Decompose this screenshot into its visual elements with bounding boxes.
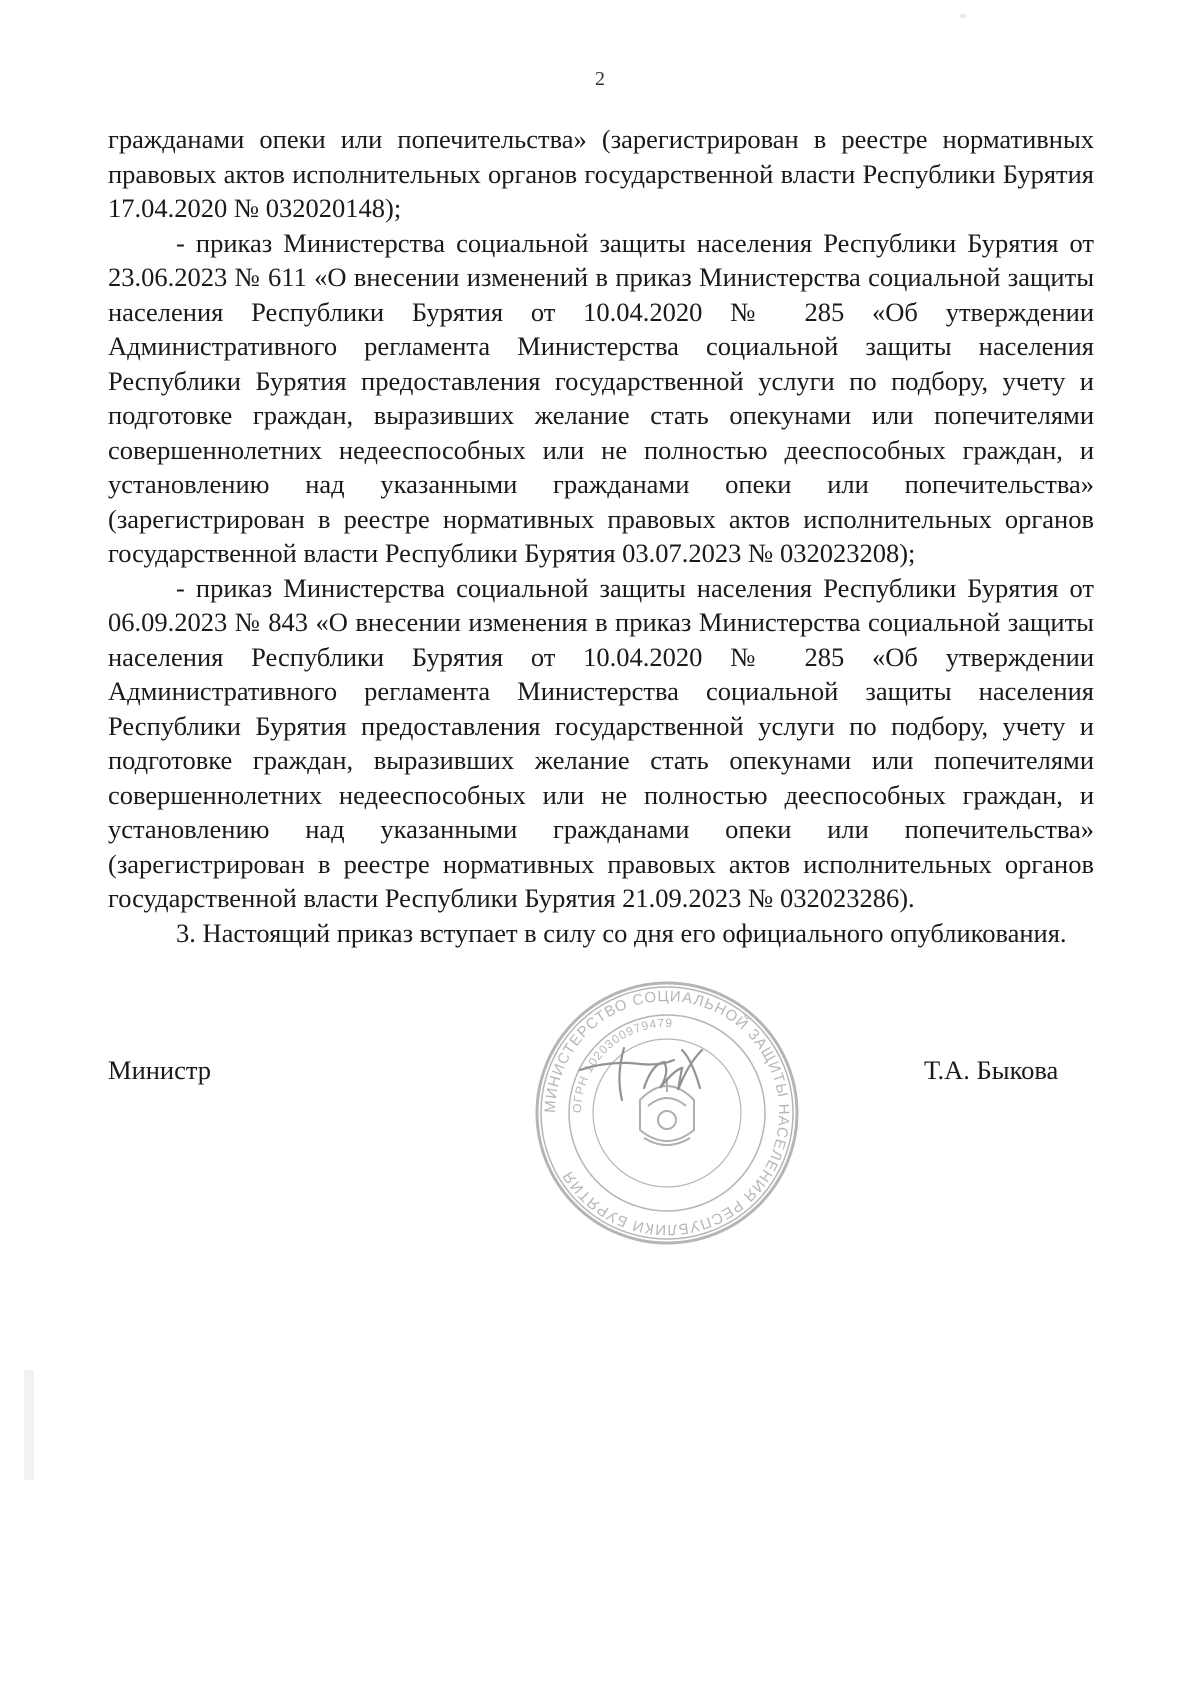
signatory-name: Т.А. Быкова — [924, 1055, 1059, 1085]
coat-of-arms-emblem — [640, 1078, 694, 1145]
document-body — [108, 122, 1094, 950]
scan-artifact — [24, 1370, 34, 1480]
page-number: 2 — [595, 68, 605, 90]
signatory-title: Министр — [108, 1055, 212, 1085]
paragraph-order-611: - приказ Министерства социальной защиты населения Республики Бурятия от 23.06.2023 № 611 «О внесении изменений в приказ Министерства социальной защиты населения Республики Бурятия от 10.04.2020 № 285 «Об утверждении Административного регламента Министерства социальной защиты населения Республики Бурятия предоставления государственной услуги по подбору, учету и подготовке граждан, выразивших желание стать опекунами или попечителями совершеннолетних недееспособных или не полностью дееспособных граждан, и установлению над указанными гражданами опеки или попечительства» (зарегистрирован в реестре нормативных правовых актов исполнительных органов государственной власти Республики Бурятия 03.07.2023 № 032023208); — [108, 227, 1094, 568]
paragraph-order-843: - приказ Министерства социальной защиты населения Республики Бурятия от 06.09.2023 № 843 «О внесении изменения в приказ Министерства социальной защиты населения Республики Бурятия от 10.04.2020 № 285 «Об утверждении Административного регламента Министерства социальной защиты населения Республики Бурятия предоставления государственной услуги по подбору, учету и подготовке граждан, выразивших желание стать опекунами или попечителями совершеннолетних недееспособных или не полностью дееспособных граждан, и установлению над указанными гражданами опеки или попечительства» (зарегистрирован в реестре нормативных правовых актов исполнительных органов государственной власти Республики Бурятия 21.09.2023 № 032023286). — [108, 572, 1094, 913]
seal-inner-ring — [593, 1039, 741, 1187]
seal-outer-text: МИНИСТЕРСТВО СОЦИАЛЬНОЙ ЗАЩИТЫ НАСЕЛЕНИЯ РЕСПУБЛИКИ БУРЯТИЯ — [541, 987, 793, 1239]
official-seal-stamp — [532, 978, 802, 1248]
scan-artifact — [960, 14, 966, 18]
paragraph-effective-date: 3. Настоящий приказ вступает в силу со дня его официального опубликования. — [176, 917, 1067, 948]
seal-inner-text: ОГРН 1020300979479 — [569, 1015, 674, 1114]
paragraph-continuation: гражданами опеки или попечительства» (зарегистрирован в реестре нормативных правовых актов исполнительных органов государственной власти Республики Бурятия 17.04.2020 № 032020148); — [108, 124, 1094, 223]
seal-middle-ring — [569, 1015, 765, 1211]
